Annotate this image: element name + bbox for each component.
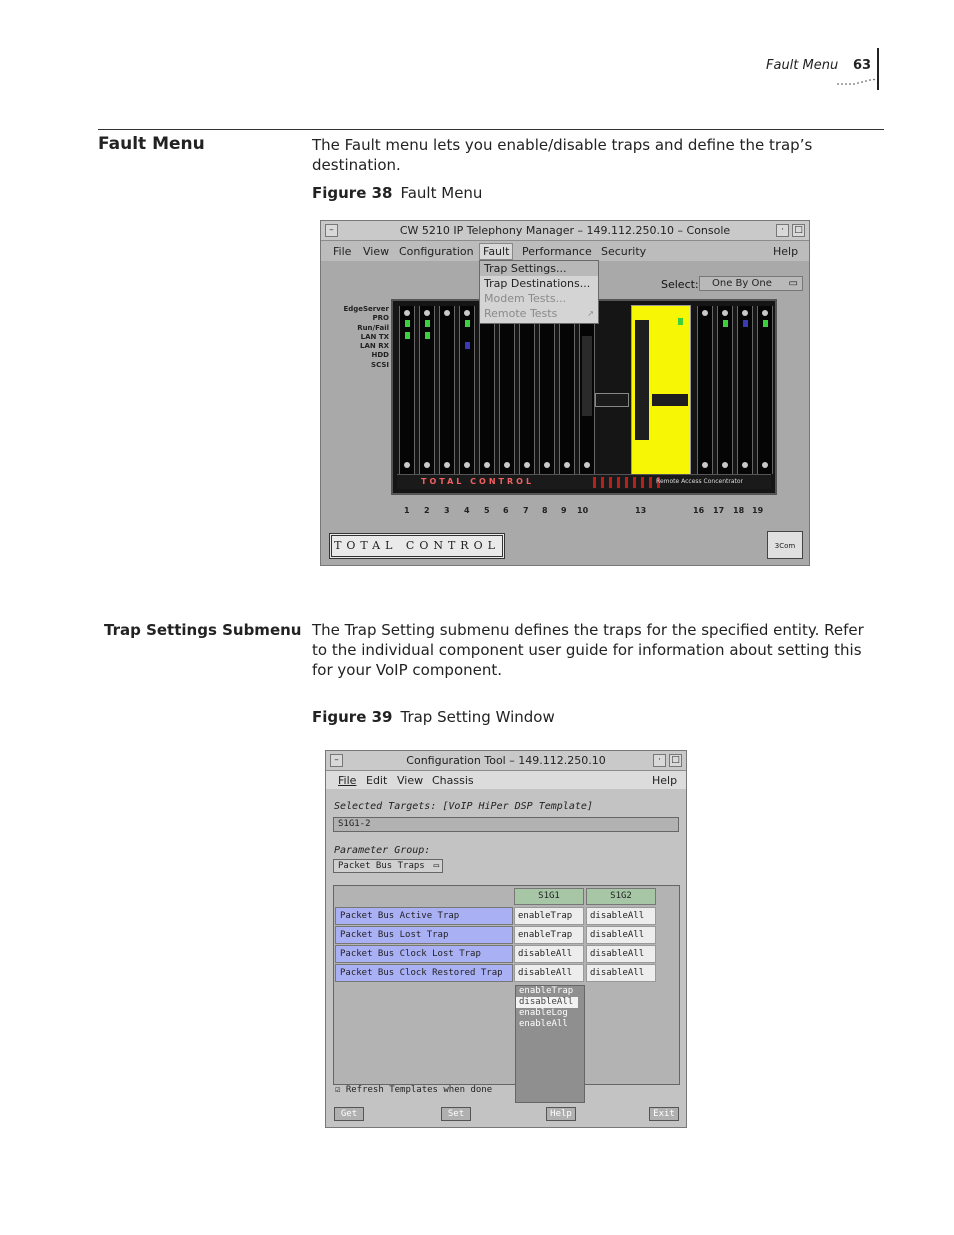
chassis-slot[interactable]: [499, 306, 515, 474]
title-bar: [321, 221, 809, 241]
slot-number: 9: [561, 506, 567, 515]
table-cell[interactable]: disableAll: [514, 945, 584, 963]
minimize-button[interactable]: ·: [653, 754, 666, 767]
led-icon: [425, 320, 430, 327]
vent-mark: [633, 477, 636, 488]
led-icon: [678, 318, 683, 325]
window-menu-button[interactable]: –: [330, 754, 343, 767]
menu-help[interactable]: Help: [652, 774, 678, 787]
parameter-group-label: Parameter Group:: [334, 845, 431, 856]
vent-mark: [641, 477, 644, 488]
table-cell[interactable]: enableTrap: [514, 907, 584, 925]
fault-dropdown: [479, 260, 599, 324]
card-chip: [635, 320, 649, 440]
bolt-icon: [464, 310, 470, 316]
parameter-group-value: Packet Bus Traps: [338, 861, 425, 871]
chassis-slot[interactable]: [479, 306, 495, 474]
vent-mark: [601, 477, 604, 488]
chassis-brand-bar: [397, 474, 771, 489]
selected-targets-label: Selected Targets:: [334, 801, 437, 812]
card-chip: [582, 336, 592, 416]
column-header[interactable]: S1G2: [586, 888, 656, 905]
get-button[interactable]: Get: [334, 1107, 364, 1121]
chassis-slot[interactable]: [579, 306, 595, 474]
menu-help[interactable]: Help: [773, 245, 799, 258]
led-legend: [337, 305, 389, 370]
menu-view[interactable]: View: [397, 774, 424, 787]
table-cell[interactable]: disableAll: [586, 945, 656, 963]
bolt-icon: [504, 462, 510, 468]
fault-menu-window: [320, 220, 810, 566]
selected-card-slot-13[interactable]: [631, 305, 691, 475]
legend-item: PRO: [372, 314, 389, 323]
section-body-trap-settings: The Trap Setting submenu defines the traps for the specified entity. Refer to the individual component user guide for information about setting this for your VoIP component.: [312, 621, 864, 679]
slot-number: 18: [733, 506, 745, 515]
legend-item: SCSI: [371, 360, 389, 369]
bolt-icon: [722, 310, 728, 316]
bolt-icon: [564, 462, 570, 468]
checkbox-icon[interactable]: ☑: [335, 1085, 341, 1095]
slot-number: 2: [424, 506, 430, 515]
menu-view[interactable]: View: [363, 245, 390, 258]
row-label[interactable]: Packet Bus Clock Lost Trap: [335, 945, 513, 963]
slot-number: 3: [444, 506, 450, 515]
vent-mark: [649, 477, 652, 488]
refresh-label: Refresh Templates when done: [345, 1085, 493, 1095]
maximize-button[interactable]: □: [792, 224, 805, 237]
slot-number: 19: [752, 506, 764, 515]
header-dots: [836, 78, 878, 88]
set-button[interactable]: Set: [441, 1107, 471, 1121]
led-icon: [405, 320, 410, 327]
parameter-group-select[interactable]: [333, 859, 443, 873]
legend-item: Run/Fail: [357, 323, 389, 332]
bolt-icon: [444, 462, 450, 468]
chassis-slot[interactable]: [539, 306, 555, 474]
bolt-icon: [464, 462, 470, 468]
table-cell[interactable]: disableAll: [514, 964, 584, 982]
option-item[interactable]: enableTrap: [519, 986, 574, 996]
card-chip: [595, 393, 629, 407]
legend-item: LAN RX: [360, 342, 389, 351]
led-icon: [763, 320, 768, 327]
remote-tests-label: Remote Tests: [484, 307, 558, 320]
option-item[interactable]: enableAll: [519, 1019, 568, 1029]
row-label[interactable]: Packet Bus Clock Restored Trap: [335, 964, 513, 982]
figure-38-title: Fault Menu: [400, 184, 483, 202]
select-dropdown[interactable]: [699, 276, 803, 291]
vendor-logo: 3Com: [767, 531, 803, 559]
chassis-slot[interactable]: [559, 306, 575, 474]
column-header[interactable]: S1G1: [514, 888, 584, 905]
help-button[interactable]: Help: [546, 1107, 576, 1121]
window-title: Configuration Tool – 149.112.250.10: [406, 754, 606, 767]
bolt-icon: [424, 310, 430, 316]
chassis-slot[interactable]: [419, 306, 435, 474]
bolt-icon: [544, 462, 550, 468]
running-title: Fault Menu: [766, 58, 839, 73]
slot-number: 16: [693, 506, 705, 515]
figure-38-caption: [312, 184, 482, 202]
page-number: 63: [853, 58, 872, 73]
bolt-icon: [722, 462, 728, 468]
bolt-icon: [742, 310, 748, 316]
slot-number: 8: [542, 506, 548, 515]
card-chip: [652, 394, 688, 406]
vent-mark: [593, 477, 596, 488]
legend-item: LAN TX: [360, 332, 389, 341]
menu-file[interactable]: File: [338, 774, 357, 787]
section-heading-trap-settings: Trap Settings Submenu: [104, 621, 302, 639]
value-options-list[interactable]: [515, 985, 585, 1103]
slot-number: 17: [713, 506, 725, 515]
table-cell[interactable]: enableTrap: [514, 926, 584, 944]
chassis-view[interactable]: [391, 299, 777, 495]
bolt-icon: [762, 310, 768, 316]
target-field[interactable]: S1G1-2: [333, 817, 679, 832]
legend-item: HDD: [371, 351, 389, 360]
bolt-icon: [404, 310, 410, 316]
total-control-logo: TOTAL CONTROL: [329, 533, 505, 559]
bolt-icon: [742, 462, 748, 468]
figure-38-label: Figure 38: [312, 184, 393, 202]
menu-bar: [326, 771, 686, 789]
trap-table: [333, 885, 680, 1085]
bolt-icon: [444, 310, 450, 316]
slot-number: 5: [484, 506, 490, 515]
minimize-button[interactable]: ·: [776, 224, 789, 237]
menu-chassis[interactable]: Chassis: [432, 774, 474, 787]
vent-mark: [609, 477, 612, 488]
legend-item: EdgeServer: [343, 305, 389, 313]
slot-number: 1: [404, 506, 410, 515]
led-icon: [723, 320, 728, 327]
dropdown-icon: ▭: [788, 278, 798, 289]
menu-performance[interactable]: Performance: [522, 245, 592, 258]
figure-39-title: Trap Setting Window: [400, 708, 555, 726]
selected-targets-line: [334, 801, 593, 812]
bolt-icon: [484, 462, 490, 468]
led-icon: [405, 332, 410, 339]
chassis-slot[interactable]: [439, 306, 455, 474]
option-item-selected[interactable]: disableAll: [516, 997, 578, 1008]
window-title: CW 5210 IP Telephony Manager – 149.112.250.10 – Console: [399, 224, 731, 237]
chassis-caption: Remote Access Concentrator: [656, 478, 743, 485]
row-label[interactable]: Packet Bus Lost Trap: [335, 926, 513, 944]
maximize-button[interactable]: □: [669, 754, 682, 767]
slot-number: 4: [464, 506, 470, 515]
chassis-slot[interactable]: [697, 306, 713, 474]
slot-number: 13: [635, 506, 647, 515]
slot-number: 6: [503, 506, 509, 515]
bolt-icon: [404, 462, 410, 468]
menu-item-modem-tests[interactable]: Modem Tests...: [484, 292, 567, 305]
led-icon: [465, 342, 470, 349]
bolt-icon: [424, 462, 430, 468]
chassis-slot[interactable]: [757, 306, 773, 474]
menu-item-remote-tests[interactable]: [480, 306, 598, 321]
menu-item-trap-settings[interactable]: Trap Settings...: [480, 261, 598, 276]
menu-security[interactable]: Security: [601, 245, 647, 258]
chassis-slot[interactable]: [459, 306, 475, 474]
bolt-icon: [702, 310, 708, 316]
table-cell[interactable]: disableAll: [586, 964, 656, 982]
menu-edit[interactable]: Edit: [366, 774, 388, 787]
slot-number: 10: [577, 506, 589, 515]
section-body-fault-menu: The Fault menu lets you enable/disable traps and define the trap’s destination.: [312, 136, 813, 174]
menu-fault[interactable]: Fault: [479, 243, 513, 260]
exit-button[interactable]: Exit: [649, 1107, 679, 1121]
menu-configuration[interactable]: Configuration: [399, 245, 474, 258]
figure-39-caption: [312, 708, 555, 726]
select-value: One By One: [712, 278, 772, 289]
bolt-icon: [584, 462, 590, 468]
vent-mark: [617, 477, 620, 488]
chassis-slot[interactable]: [519, 306, 535, 474]
chassis-slot[interactable]: [737, 306, 753, 474]
selected-targets-value: [VoIP HiPer DSP Template]: [442, 801, 593, 812]
bolt-icon: [524, 462, 530, 468]
section-rule: [98, 129, 884, 130]
submenu-arrow-icon: ↗: [587, 309, 594, 318]
menu-file[interactable]: File: [333, 245, 352, 258]
window-menu-button[interactable]: –: [325, 224, 338, 237]
option-item[interactable]: enableLog: [519, 1008, 568, 1018]
dropdown-icon: ▭: [433, 861, 439, 871]
figure-39-label: Figure 39: [312, 708, 393, 726]
chassis-slot[interactable]: [717, 306, 733, 474]
select-label: Select:: [661, 278, 699, 291]
menu-item-trap-destinations[interactable]: Trap Destinations...: [484, 277, 591, 290]
led-icon: [743, 320, 748, 327]
title-bar: [326, 751, 686, 771]
bolt-icon: [762, 462, 768, 468]
menu-bar: [321, 241, 809, 261]
table-cell[interactable]: disableAll: [586, 926, 656, 944]
slot-number: 7: [523, 506, 529, 515]
table-cell[interactable]: disableAll: [586, 907, 656, 925]
configuration-tool-window: [325, 750, 687, 1128]
section-heading-fault-menu: Fault Menu: [98, 134, 205, 154]
row-label[interactable]: Packet Bus Active Trap: [335, 907, 513, 925]
chassis-slot[interactable]: [399, 306, 415, 474]
chassis-brand: TOTAL CONTROL: [421, 477, 535, 486]
refresh-checkbox-row[interactable]: [335, 1085, 492, 1095]
led-icon: [465, 320, 470, 327]
led-icon: [425, 332, 430, 339]
vent-mark: [625, 477, 628, 488]
bolt-icon: [702, 462, 708, 468]
